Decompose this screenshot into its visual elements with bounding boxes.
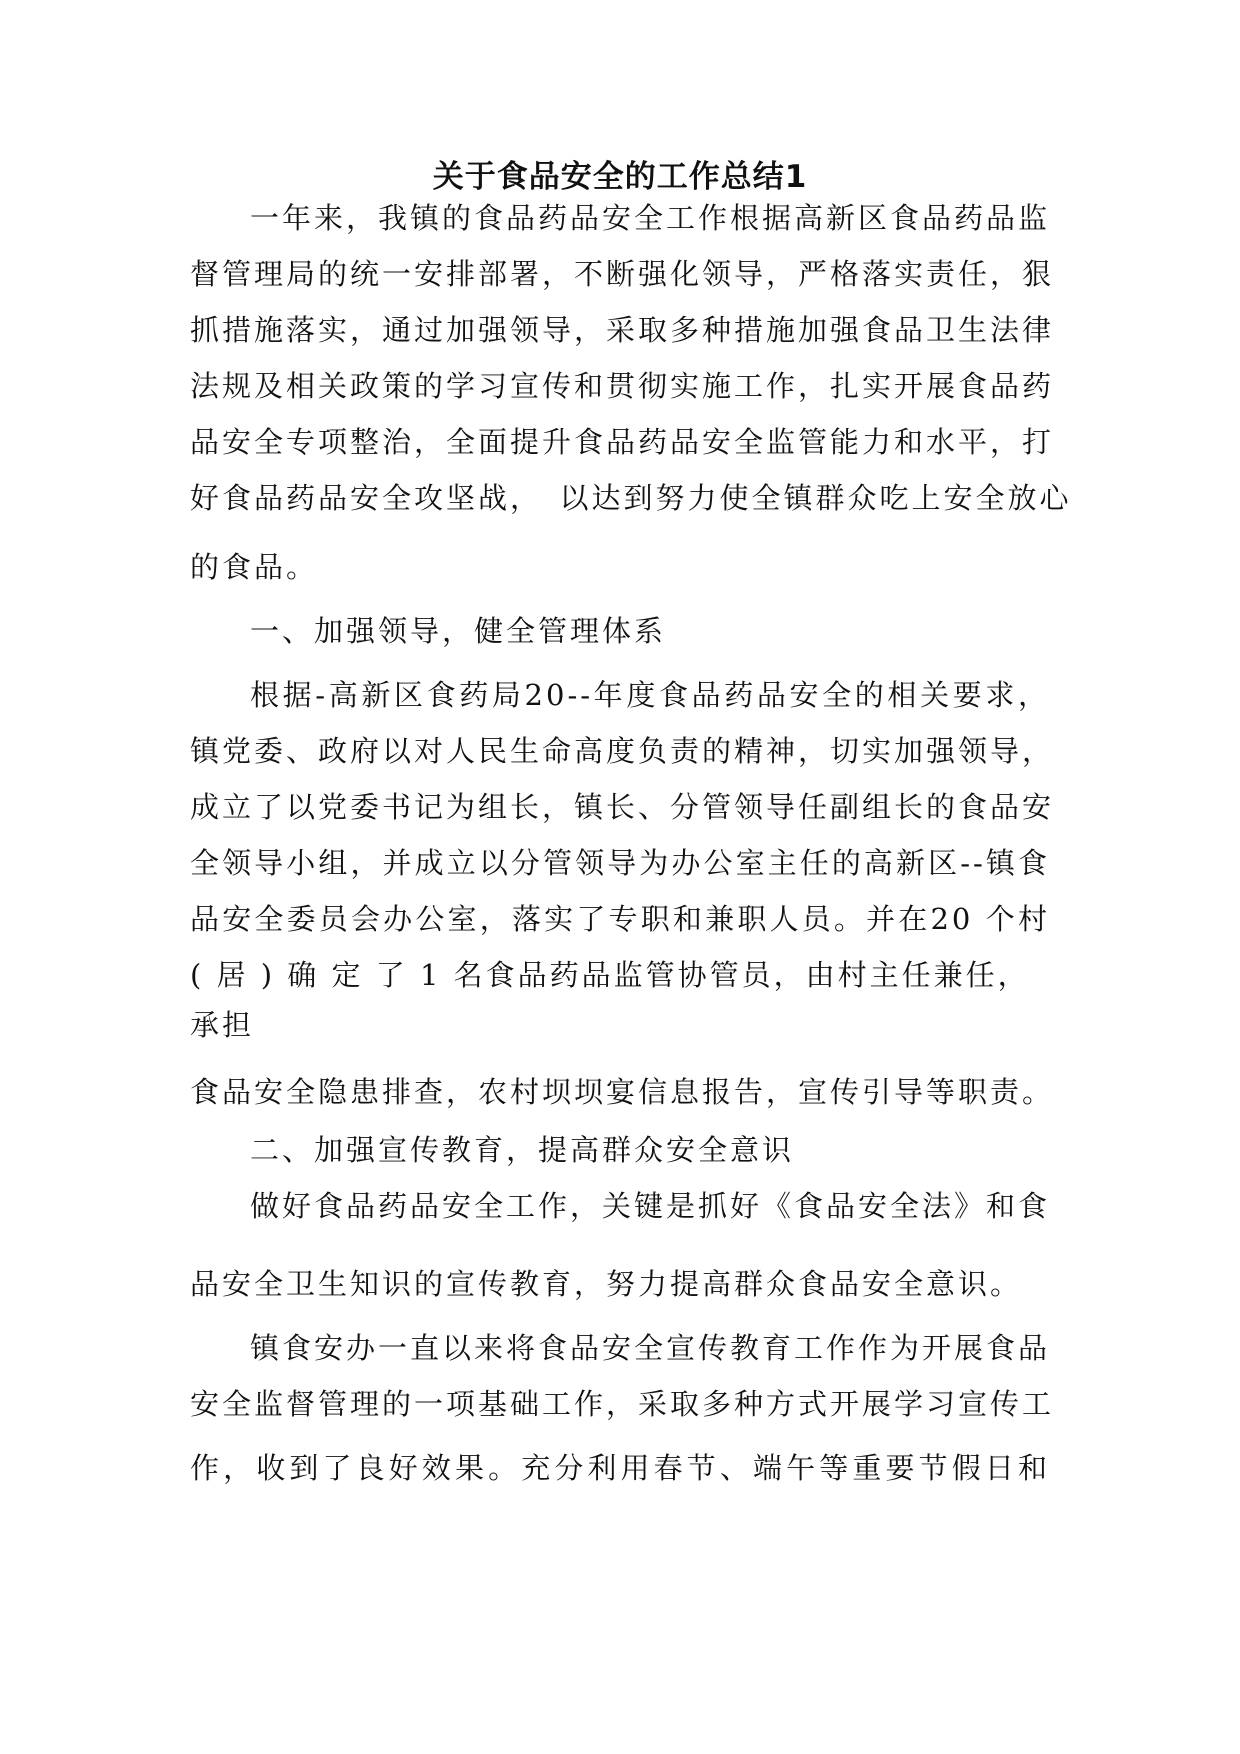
paragraph-line: 品安全专项整治，全面提升食品药品安全监管能力和水平，打: [190, 425, 1055, 459]
paragraph-line: 品安全卫生知识的宣传教育，努力提高群众食品安全意识。: [190, 1267, 1023, 1301]
paragraph-line: 镇食安办一直以来将食品安全宣传教育工作作为开展食品: [250, 1331, 1051, 1365]
paragraph-line: 一年来，我镇的食品药品安全工作根据高新区食品药品监: [250, 201, 1051, 235]
paragraph-line: 成立了以党委书记为组长，镇长、分管领导任副组长的食品安: [190, 790, 1055, 824]
document-title: 关于食品安全的工作总结1: [432, 159, 808, 195]
paragraph-line: ( 居 ) 确 定 了 1 名食品药品监管协管员，由村主任兼任，: [190, 958, 1030, 992]
section-heading: 一、加强领导，健全管理体系: [250, 614, 667, 648]
paragraph-line: 做好食品药品安全工作，关键是抓好《食品安全法》和食: [250, 1189, 1051, 1223]
paragraph-line: 根据-高新区食药局20--年度食品药品安全的相关要求，: [250, 678, 1050, 712]
paragraph-line: 作，收到了良好效果。充分利用春节、端午等重要节假日和: [190, 1451, 1050, 1485]
paragraph-line: 安全监督管理的一项基础工作，采取多种方式开展学习宣传工: [190, 1387, 1055, 1421]
section-heading: 二、加强宣传教育，提高群众安全意识: [250, 1133, 795, 1167]
paragraph-line: 全领导小组，并成立以分管领导为办公室主任的高新区--镇食: [190, 846, 1050, 880]
paragraph-line: 的食品。: [190, 550, 319, 584]
paragraph-line: 抓措施落实，通过加强领导，采取多种措施加强食品卫生法律: [190, 313, 1055, 347]
paragraph-line: 承担: [190, 1008, 255, 1042]
paragraph-line: 法规及相关政策的学习宣传和贯彻实施工作，扎实开展食品药: [190, 369, 1055, 403]
paragraph-line: 食品安全隐患排查，农村坝坝宴信息报告，宣传引导等职责。: [190, 1075, 1055, 1109]
paragraph-line: 品安全委员会办公室，落实了专职和兼职人员。并在20 个村: [190, 902, 1050, 936]
paragraph-line: 督管理局的统一安排部署，不断强化领导，严格落实责任，狠: [190, 257, 1055, 291]
paragraph-line: 镇党委、政府以对人民生命高度负责的精神，切实加强领导，: [190, 734, 1055, 768]
paragraph-line: 好食品药品安全攻坚战， 以达到努力使全镇群众吃上安全放心: [190, 481, 1072, 515]
